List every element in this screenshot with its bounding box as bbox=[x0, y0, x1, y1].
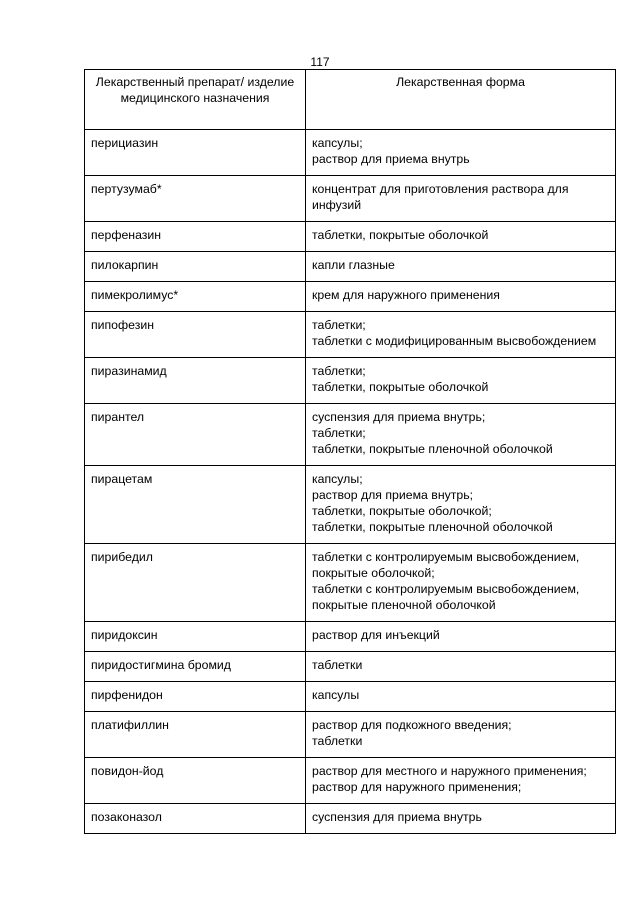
drug-name-cell: пирибедил bbox=[85, 544, 306, 622]
dosage-form-cell bbox=[306, 282, 616, 312]
drug-name-cell: пиразинамид bbox=[85, 358, 306, 404]
drug-name-cell: пиридостигмина бромид bbox=[85, 652, 306, 682]
dosage-form-line: таблетки; bbox=[312, 318, 366, 332]
drug-name-cell: пертузумаб* bbox=[85, 176, 306, 222]
dosage-form-line: концентрат для приготовления раствора для инфузий bbox=[312, 182, 569, 212]
dosage-form-line: раствор для приема внутрь; bbox=[312, 488, 474, 502]
dosage-form-line: раствор для подкожного введения; bbox=[312, 718, 512, 732]
dosage-form-line: капсулы; bbox=[312, 136, 363, 150]
dosage-form-line: таблетки; bbox=[312, 364, 366, 378]
table-row bbox=[85, 544, 616, 622]
dosage-form-line: таблетки, покрытые оболочкой bbox=[312, 380, 489, 394]
dosage-form-line: таблетки, покрытые оболочкой; bbox=[312, 504, 492, 518]
table-row bbox=[85, 282, 616, 312]
table-row bbox=[85, 358, 616, 404]
dosage-form-cell bbox=[306, 682, 616, 712]
dosage-form-line: таблетки, покрытые оболочкой bbox=[312, 228, 489, 242]
table-row bbox=[85, 758, 616, 804]
table-row bbox=[85, 652, 616, 682]
table-row bbox=[85, 252, 616, 282]
dosage-form-cell bbox=[306, 804, 616, 834]
drug-name-cell: позаконазол bbox=[85, 804, 306, 834]
table-row bbox=[85, 130, 616, 176]
dosage-form-line: крем для наружного применения bbox=[312, 288, 500, 302]
column-header-form: Лекарственная форма bbox=[306, 70, 616, 130]
table-header-row bbox=[85, 70, 616, 130]
dosage-form-line: раствор для наружного применения; bbox=[312, 780, 522, 794]
dosage-form-cell bbox=[306, 758, 616, 804]
dosage-form-line: капсулы; bbox=[312, 472, 363, 486]
column-header-drug: Лекарственный препарат/ изделие медицинского назначения bbox=[85, 70, 306, 130]
table-row bbox=[85, 222, 616, 252]
drug-name-cell: пирантел bbox=[85, 404, 306, 466]
dosage-form-line: таблетки, покрытые пленочной оболочкой bbox=[312, 442, 553, 456]
dosage-form-cell bbox=[306, 252, 616, 282]
drug-name-cell: повидон-йод bbox=[85, 758, 306, 804]
dosage-form-line: раствор для инъекций bbox=[312, 628, 440, 642]
dosage-form-line: таблетки с модифицированным высвобождением bbox=[312, 334, 597, 348]
drug-name-cell: платифиллин bbox=[85, 712, 306, 758]
dosage-form-line: раствор для местного и наружного применения; bbox=[312, 764, 587, 778]
dosage-form-cell bbox=[306, 544, 616, 622]
dosage-form-line: капли глазные bbox=[312, 258, 395, 272]
dosage-form-line: таблетки; bbox=[312, 426, 366, 440]
dosage-form-line: таблетки, покрытые пленочной оболочкой bbox=[312, 520, 553, 534]
drug-name-cell: пимекролимус* bbox=[85, 282, 306, 312]
drug-name-cell: пирфенидон bbox=[85, 682, 306, 712]
dosage-form-cell bbox=[306, 404, 616, 466]
dosage-form-line: таблетки bbox=[312, 658, 363, 672]
drug-table bbox=[84, 69, 616, 834]
dosage-form-line: таблетки с контролируемым высвобождением, покрытые пленочной оболочкой bbox=[312, 582, 580, 612]
table-row bbox=[85, 682, 616, 712]
dosage-form-cell bbox=[306, 176, 616, 222]
table-body bbox=[85, 130, 616, 834]
drug-name-cell: пилокарпин bbox=[85, 252, 306, 282]
dosage-form-cell bbox=[306, 622, 616, 652]
drug-name-cell: пиридоксин bbox=[85, 622, 306, 652]
table-row bbox=[85, 312, 616, 358]
drug-name-cell: пипофезин bbox=[85, 312, 306, 358]
table-row bbox=[85, 804, 616, 834]
dosage-form-cell bbox=[306, 312, 616, 358]
dosage-form-cell bbox=[306, 130, 616, 176]
drug-name-cell: перфеназин bbox=[85, 222, 306, 252]
dosage-form-line: суспензия для приема внутрь; bbox=[312, 410, 486, 424]
dosage-form-line: таблетки с контролируемым высвобождением, покрытые оболочкой; bbox=[312, 550, 580, 580]
dosage-form-line: раствор для приема внутрь bbox=[312, 152, 470, 166]
dosage-form-cell bbox=[306, 222, 616, 252]
dosage-form-line: таблетки bbox=[312, 734, 363, 748]
dosage-form-line: капсулы bbox=[312, 688, 360, 702]
dosage-form-cell bbox=[306, 358, 616, 404]
dosage-form-cell bbox=[306, 652, 616, 682]
table-row bbox=[85, 622, 616, 652]
table-row bbox=[85, 404, 616, 466]
dosage-form-cell bbox=[306, 712, 616, 758]
table-row bbox=[85, 466, 616, 544]
table-row bbox=[85, 176, 616, 222]
dosage-form-line: суспензия для приема внутрь bbox=[312, 810, 482, 824]
page-number: 117 bbox=[310, 55, 330, 69]
table-row bbox=[85, 712, 616, 758]
dosage-form-cell bbox=[306, 466, 616, 544]
drug-name-cell: пирацетам bbox=[85, 466, 306, 544]
drug-name-cell: перициазин bbox=[85, 130, 306, 176]
